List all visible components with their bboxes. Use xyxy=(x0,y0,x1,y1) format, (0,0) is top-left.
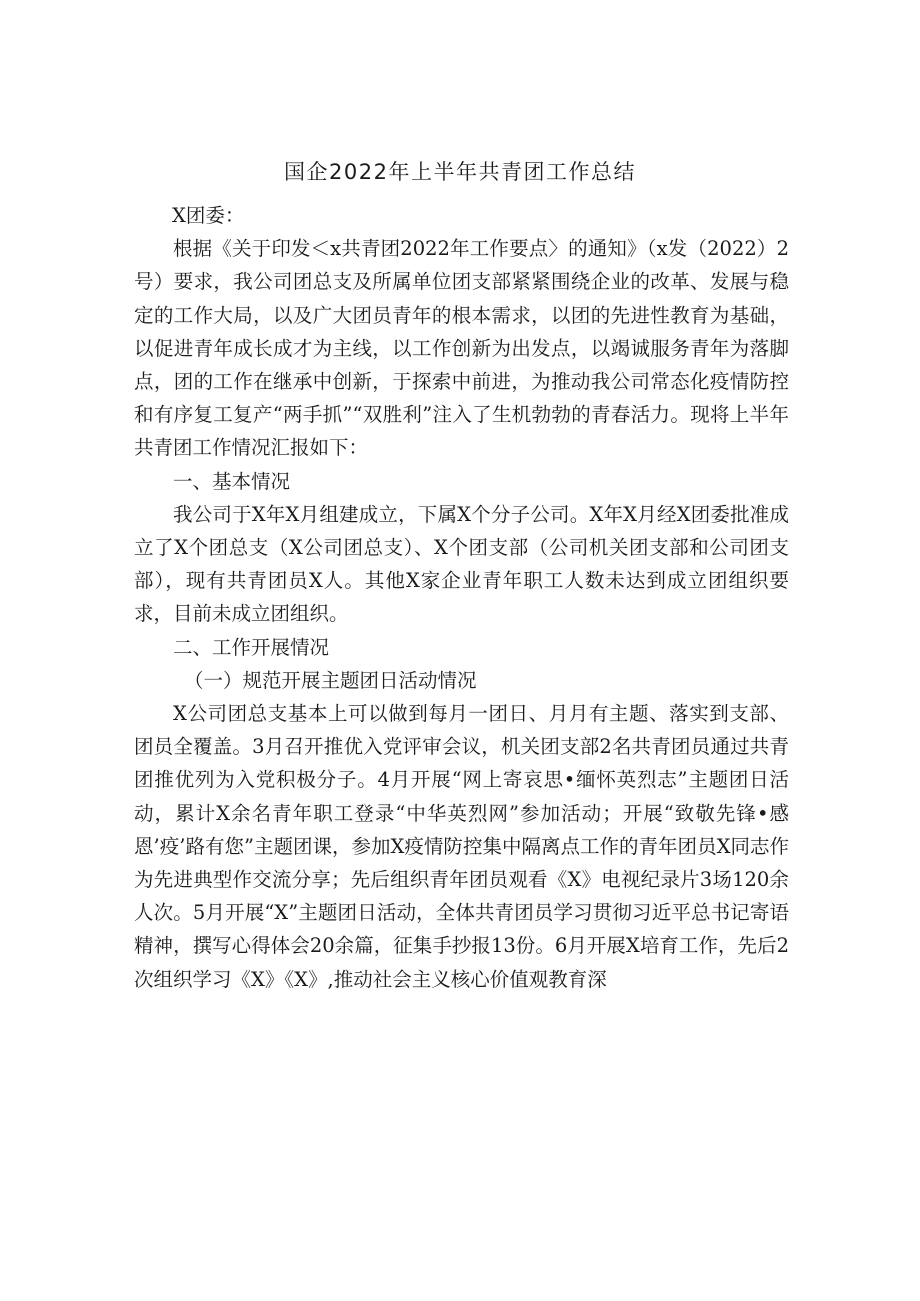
section-heading-basic-situation: 一、基本情况 xyxy=(173,469,291,493)
subsection-heading-theme-day: （一）规范开展主题团日活动情况 xyxy=(184,668,477,692)
intro-paragraph: 根据《关于印发＜x共青团2022年工作要点〉的通知》（x发（2022）2号）要求，我公司团总支及所属单位团支部紧紧围绕企业的改革、发展与稳定的工作大局，以及广大团员青年的根本需求，以团的先进性教育为基础，以促进青年成长成才为主线，以工作创新为出发点，以竭诚服务青年为落脚点，团的工作在继承中创新，于探索中前进，为推动我公司常态化疫情防控和有序复工复产“两手抓”“双胜利”注入了生机勃勃的青春活力。现将上半年共青团工作情况汇报如下： xyxy=(134,237,789,460)
document-title: 国企2022年上半年共青团工作总结 xyxy=(284,160,636,184)
document-body xyxy=(134,199,789,996)
section-heading-work-progress: 二、工作开展情况 xyxy=(173,635,330,659)
theme-day-paragraph: X公司团总支基本上可以做到每月一团日、月月有主题、落实到支部、团员全覆盖。3月召开推优入党评审会议，机关团支部2名共青团员通过共青团推优列为入党积极分子。4月开展“网上寄哀思•缅怀英烈志”主题团日活动，累计X余名青年职工登录“中华英烈网”参加活动；开展“致敬先锋•感恩’疫’路有您”主题团课，参加X疫情防控集中隔离点工作的青年团员X同志作为先进典型作交流分享；先后组织青年团员观看《X》电视纪录片3场120余人次。5月开展“X”主题团日活动，全体共青团员学习贯彻习近平总书记寄语精神，撰写心得体会20余篇，征集手抄报13份。6月开展X培育工作，先后2次组织学习《X》《X》,推动社会主义核心价值观教育深 xyxy=(134,702,789,991)
salutation: X团委： xyxy=(172,204,245,227)
basic-situation-paragraph: 我公司于X年X月组建成立，下属X个分子公司。X年X月经X团委批准成立了X个团总支（X公司团总支）、X个团支部（公司机关团支部和公司团支部），现有共青团员X人。其他X家企业青年职工人数未达到成立团组织要求，目前未成立团组织。 xyxy=(134,502,789,626)
